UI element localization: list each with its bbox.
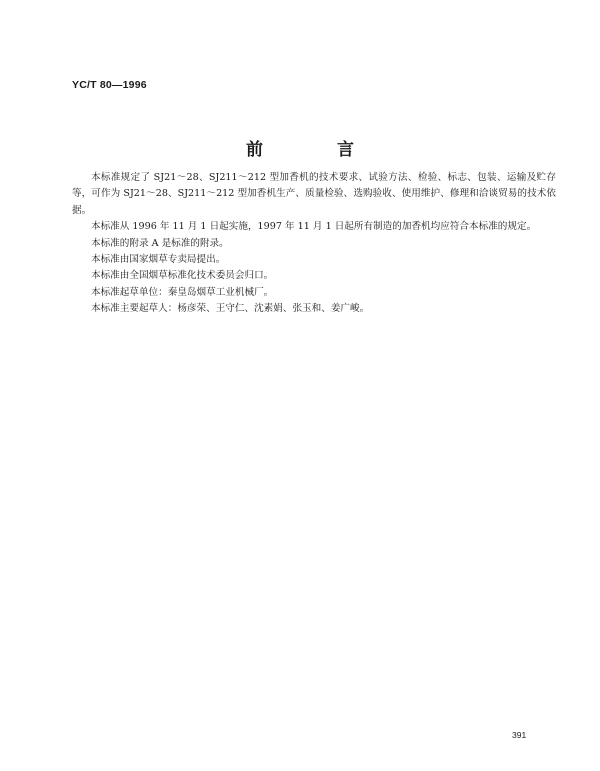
paragraph-appendix: 本标准的附录 A 是标准的附录。 xyxy=(91,237,229,249)
paragraph-drafters: 本标准主要起草人：杨彦荣、王守仁、沈素娟、张玉和、姜广峻。 xyxy=(91,303,370,315)
page-number: 391 xyxy=(512,730,527,740)
paragraph-drafting-unit: 本标准起草单位：秦皇岛烟草工业机械厂。 xyxy=(91,286,274,298)
paragraph-scope: 本标准规定了 SJ21～28、SJ211～212 型加香机的技术要求、试验方法、检验、标志、包装、运输及贮存等，可作为 SJ21～28、SJ211～212 型加香机生产、质量检验、选购验收、使用维护、修理和洽谈贸易的技术依据。 xyxy=(72,172,556,216)
page-title: 前 言 xyxy=(246,140,388,160)
paragraph-effective-date: 本标准从 1996 年 11 月 1 日起实施，1997 年 11 月 1 日起所有制造的加香机均应符合本标准的规定。 xyxy=(91,221,537,233)
paragraph-committee: 本标准由全国烟草标准化技术委员会归口。 xyxy=(91,270,274,282)
foreword-body xyxy=(72,170,556,318)
paragraph-proposer: 本标准由国家烟草专卖局提出。 xyxy=(91,254,226,266)
standard-code: YC/T 80—1996 xyxy=(72,79,147,91)
